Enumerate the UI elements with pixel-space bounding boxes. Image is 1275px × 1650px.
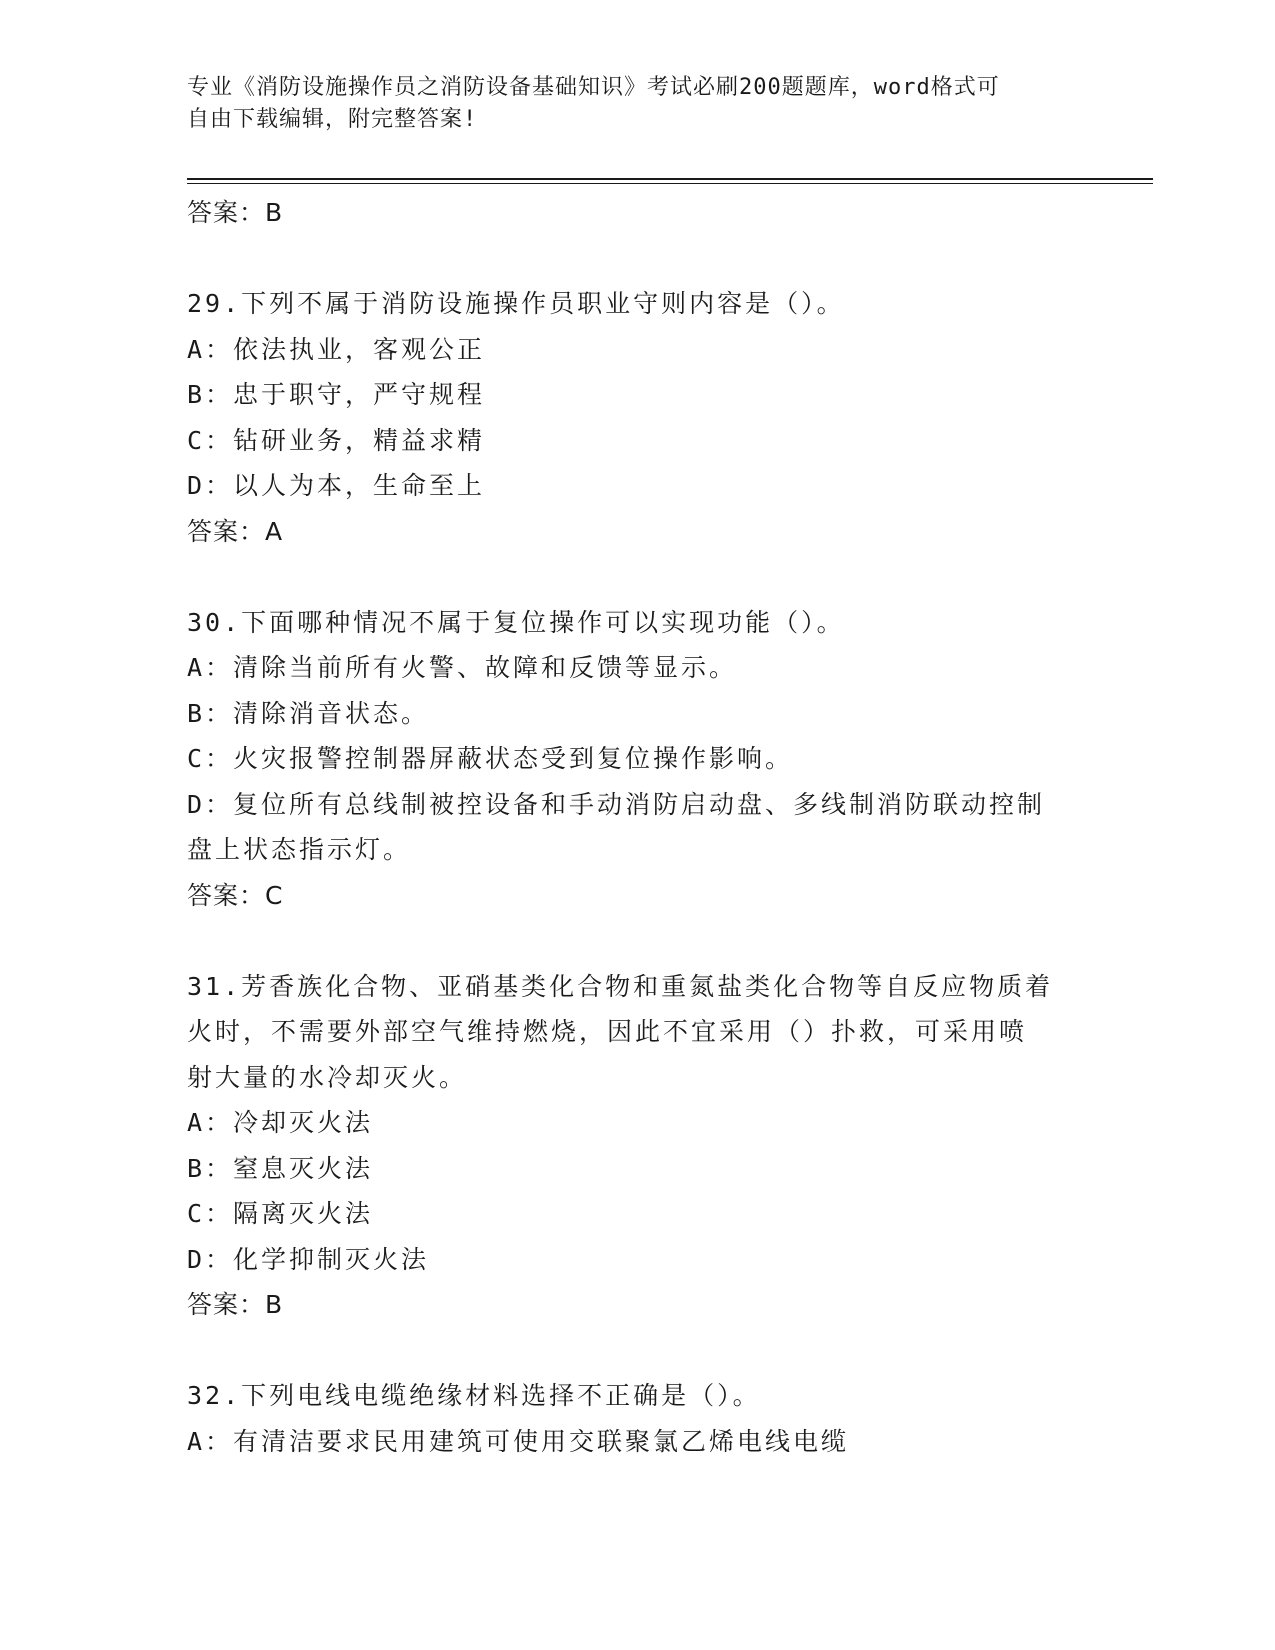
option-a: A：依法执业，客观公正 [187,334,486,364]
option-c: C：隔离灭火法 [187,1199,374,1228]
option-b: B：清除消音状态。 [187,698,430,728]
question-32 [187,1373,1087,1464]
spacer [187,554,1087,600]
option-c: C：钻研业务，精益求精 [187,425,486,455]
question-stem: 30.下面哪种情况不属于复位操作可以实现功能（）。 [187,607,845,637]
question-stem-line-3: 射大量的水冷却灭火。 [187,1062,468,1092]
header-rule-thin [187,183,1153,184]
question-list [187,190,1087,1464]
spacer [187,918,1087,964]
option-d: D：化学抑制灭火法 [187,1244,430,1274]
answer-q28: 答案：B [187,198,284,227]
option-d: D：复位所有总线制被控设备和手动消防启动盘、多线制消防联动控制 [187,789,1046,819]
question-stem-line-1: 31.芳香族化合物、亚硝基类化合物和重氮盐类化合物等自反应物质着 [187,971,1054,1001]
answer-q30: 答案：C [187,880,284,910]
option-a: A：冷却灭火法 [187,1108,374,1137]
option-b: B：窒息灭火法 [187,1153,374,1183]
header-line-1: 专业《消防设施操作员之消防设备基础知识》考试必刷200题题库，word格式可 [187,75,1000,100]
spacer [187,1327,1087,1373]
option-a: A：有清洁要求民用建筑可使用交联聚氯乙烯电线电缆 [187,1426,850,1456]
question-stem: 29.下列不属于消防设施操作员职业守则内容是（）。 [187,289,845,318]
question-31 [187,964,1087,1328]
question-30 [187,600,1087,918]
option-b: B：忠于职守，严守规程 [187,380,486,409]
header-rule-thick [187,178,1153,180]
question-stem-line-2: 火时，不需要外部空气维持燃烧，因此不宜采用（）扑救，可采用喷 [187,1017,1028,1046]
document-header [187,72,1067,136]
answer-q31: 答案：B [187,1290,284,1319]
spacer [187,235,1087,281]
answer-q29: 答案：A [187,516,284,546]
option-d-continued: 盘上状态指示灯。 [187,835,412,864]
option-a: A：清除当前所有火警、故障和反馈等显示。 [187,653,738,682]
question-stem: 32.下列电线电缆绝缘材料选择不正确是（）。 [187,1381,761,1410]
option-d: D：以人为本，生命至上 [187,471,486,500]
option-c: C：火灾报警控制器屏蔽状态受到复位操作影响。 [187,744,794,773]
question-29 [187,281,1087,554]
header-line-2: 自由下载编辑，附完整答案! [187,107,478,132]
